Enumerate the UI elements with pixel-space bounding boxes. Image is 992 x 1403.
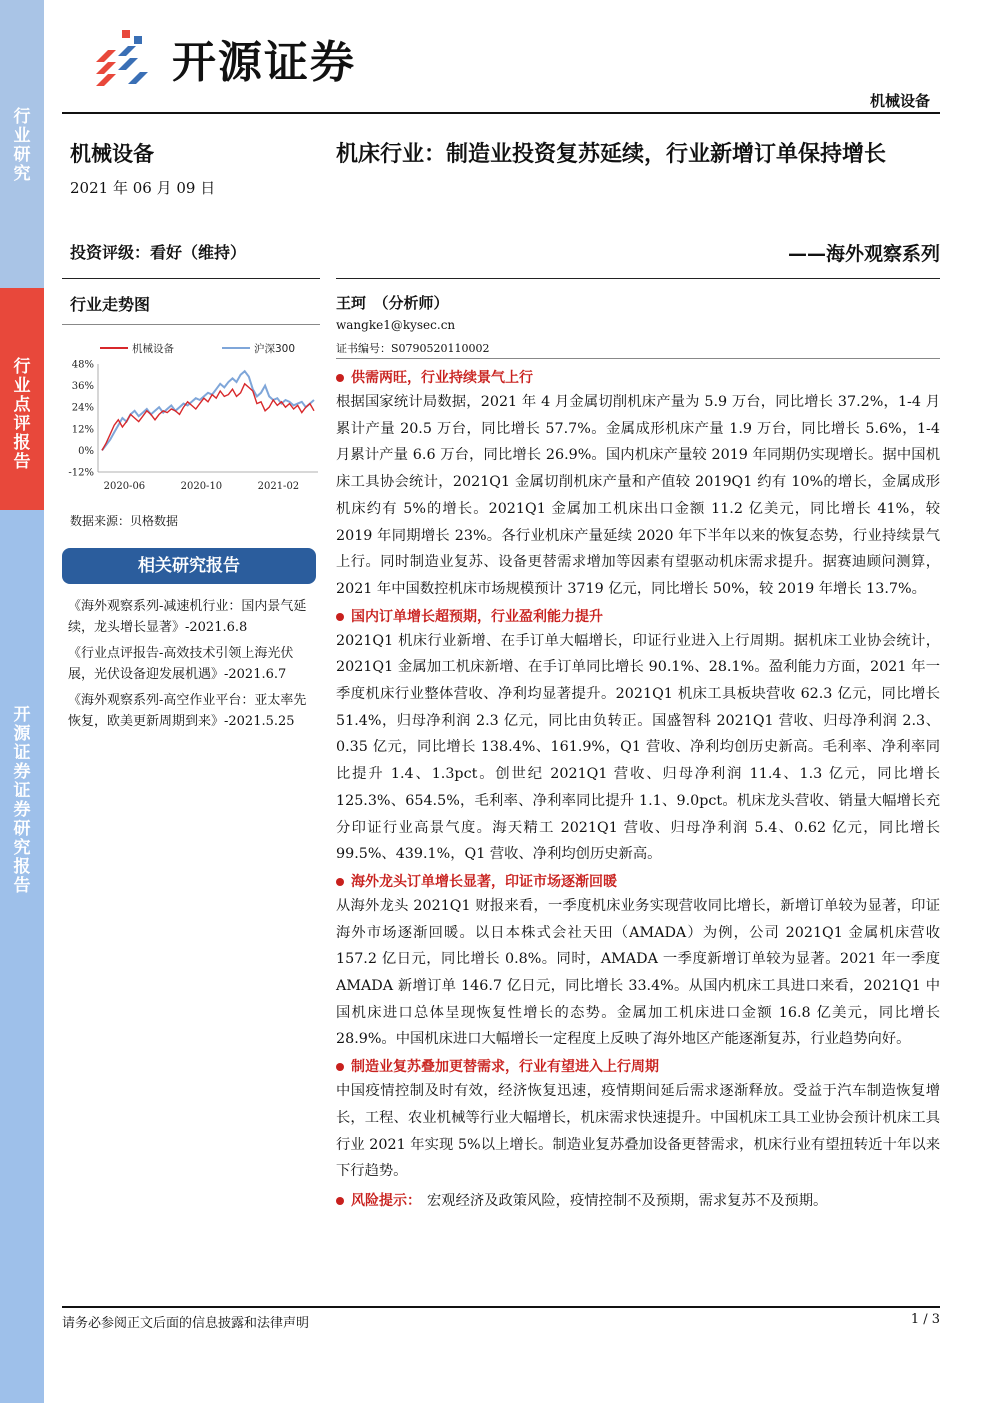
industry-title: 机械设备 [70,142,154,166]
footer-disclaimer: 请务必参阅正文后面的信息披露和法律声明 [62,1316,310,1331]
page-number: 1 / 3 [910,1312,940,1327]
logo-mark-icon [92,28,158,88]
right-divider-thin [336,358,940,359]
related-reports-list [68,596,318,737]
series-name: ——海外观察系列 [787,243,940,265]
section-heading [336,367,940,389]
chart-axes [68,360,318,493]
section-paragraph: 根据国家统计局数据，2021 年 4 月金属切削机床产量为 5.9 万台，同比增长 37.2%，1-4 月累计产量 20.5 万台，同比增长 57.7%。金属成形机床产量 1.9 万台，同比增长 5.6%，1-4 月累计产量 6.6 万台，同比增长 26.9%。国内机床产量较 2019 年同期仍实现增长。据中国机床工具协会统计，2021Q1 金属切削机床产量和产值较 2019Q1 约有 10%的增长，金属成形机床约有 5%的增长。2021Q1 金属加工机床出口金额 11.2 亿美元，同比增长 41%，较 2019 年同期增长 23%。各行业机床产量延续 2020 年下半年以来的恢复态势，行业持续景气上行。同时制造业复苏、设备更替需求增加等因素有望驱动机床需求提升。据赛迪顾问测算，2021 年中国数控机床市场规模预计 3719 亿元，同比增长 50%，较 2019 年增长 13.7%。 [336,394,940,597]
y-tick-label: 24% [71,402,94,414]
trend-chart-title: 行业走势图 [70,295,151,314]
header-industry-tag: 机械设备 [869,92,930,110]
x-tick-label: 2021-02 [257,481,300,492]
x-tick-label: 2020-06 [103,481,146,492]
bullet-icon [336,613,344,621]
section-heading [336,1056,940,1078]
side-label-industry-research: 行业研究 [0,0,44,288]
legend-label-series-1: 机械设备 [132,343,174,355]
analyst-name: 王珂 （分析师） [336,294,449,312]
related-report-link[interactable]: 《海外观察系列-减速机行业：国内景气延续，龙头增长显著》-2021.6.8 [68,599,307,635]
bullet-icon [336,1063,344,1071]
y-tick-label: 36% [71,381,94,393]
bullet-icon [336,374,344,382]
section-heading [336,606,940,628]
x-tick-label: 2020-10 [180,481,223,492]
legend-label-series-2: 沪深300 [254,343,296,355]
side-label-company: 开源证券 证券研究报告 [0,510,44,1403]
risk-label: 风险提示： [351,1192,421,1209]
analyst-certificate: 证书编号：S0790520110002 [336,342,490,355]
related-reports-header: 相关研究报告 [62,548,316,584]
side-band [0,0,44,1403]
risk-text: 宏观经济及政策风险，疫情控制不及预期，需求复苏不及预期。 [427,1192,828,1209]
report-date: 2021 年 06 月 09 日 [70,179,216,197]
analyst-email[interactable]: wangke1@kysec.cn [336,318,456,332]
left-divider [62,278,320,279]
y-tick-label: 48% [71,359,94,371]
bullet-icon [336,1197,344,1205]
section-heading-text: 海外龙头订单增长显著，印证市场逐渐回暖 [351,873,617,890]
risk-warning [336,1188,940,1214]
chart-legend [100,342,295,355]
side-label-report-type: 行业点评报告 [0,288,44,510]
footer-divider [62,1306,940,1308]
industry-trend-chart [62,336,324,496]
investment-rating: 投资评级：看好（维持） [70,243,247,262]
logo-text: 开源证券 [172,37,356,88]
section-paragraph: 中国疫情控制及时有效，经济恢复迅速，疫情期间延后需求逐渐释放。受益于汽车制造恢复增长，工程、农业机械等行业大幅增长，机床需求快速提升。中国机床工具工业协会预计机床工具行业 2021 年实现 5%以上增长。制造业复苏叠加设备更替需求，机床行业有望扭转近十年以来下行趋势。 [336,1083,940,1180]
section-heading-text: 制造业复苏叠加更替需求，行业有望进入上行周期 [351,1059,659,1076]
header-divider [62,112,940,114]
y-tick-label: 0% [78,445,94,457]
report-title: 机床行业：制造业投资复苏延续，行业新增订单保持增长 [336,142,887,167]
section-heading-text: 供需两旺，行业持续景气上行 [351,370,533,386]
right-divider [336,278,940,279]
y-tick-label: 12% [71,424,94,436]
section-paragraph: 从海外龙头 2021Q1 财报来看，一季度机床业务实现营收同比增长，新增订单较为显著，印证海外市场逐渐回暖。以日本株式会社天田（AMADA）为例，公司 2021Q1 金属机床营收 157.2 亿日元，同比增长 0.8%。同时，AMADA 一季度新增订单较为显著。2021 年一季度 AMADA 新增订单 146.7 亿日元，同比增长 33.4%。从国内机床工具进口来看，2021Q1 中国机床进口总体呈现恢复性增长的态势。金属加工机床进口金额 16.8 亿美元，同比增长 28.9%。中国机床进口大幅增长一定程度上反映了海外地区产能逐渐复苏，行业趋势向好。 [336,897,940,1048]
report-body [336,364,940,1214]
related-report-link[interactable]: 《海外观察系列-高空作业平台：亚太率先恢复，欧美更新周期到来》-2021.5.25 [68,693,307,729]
y-tick-label: -12% [68,467,94,479]
company-logo [92,28,356,88]
data-source: 数据来源：贝格数据 [70,514,179,528]
section-heading-text: 国内订单增长超预期，行业盈利能力提升 [351,608,603,625]
section-paragraph: 2021Q1 机床行业新增、在手订单大幅增长，印证行业进入上行周期。据机床工业协会统计，2021Q1 金属加工机床新增、在手订单同比增长 90.1%、28.1%。盈利能力方面，2021 年一季度机床行业整体营收、净利均显著提升。2021Q1 机床工具板块营收 62.3 亿元，同比增长 51.4%，归母净利润 2.3 亿元，同比由负转正。国盛智科 2021Q1 营收、归母净利润 2.3、0.35 亿元，同比增长 138.4%、161.9%，Q1 营收、净利均创历史新高。毛利率、净利率同比提升 1.4、1.3pct。创世纪 2021Q1 营收、归母净利润 11.4、1.3 亿元，同比增长 125.3%、654.5%，毛利率、净利率同比提升 1.1、9.0pct。机床龙头营收、销量大幅增长充分印证行业高景气度。海天精工 2021Q1 营收、归母净利润 5.4、0.62 亿元，同比增长 99.5%、439.1%，Q1 营收、净利均创历史新高。 [336,632,940,863]
related-report-link[interactable]: 《行业点评报告-高效技术引领上海光伏展，光伏设备迎发展机遇》-2021.6.7 [68,646,294,682]
bullet-icon [336,878,344,886]
section-heading [336,871,940,893]
left-divider-thin [62,324,320,325]
chart-series [102,371,314,450]
series-line-2 [102,371,314,450]
